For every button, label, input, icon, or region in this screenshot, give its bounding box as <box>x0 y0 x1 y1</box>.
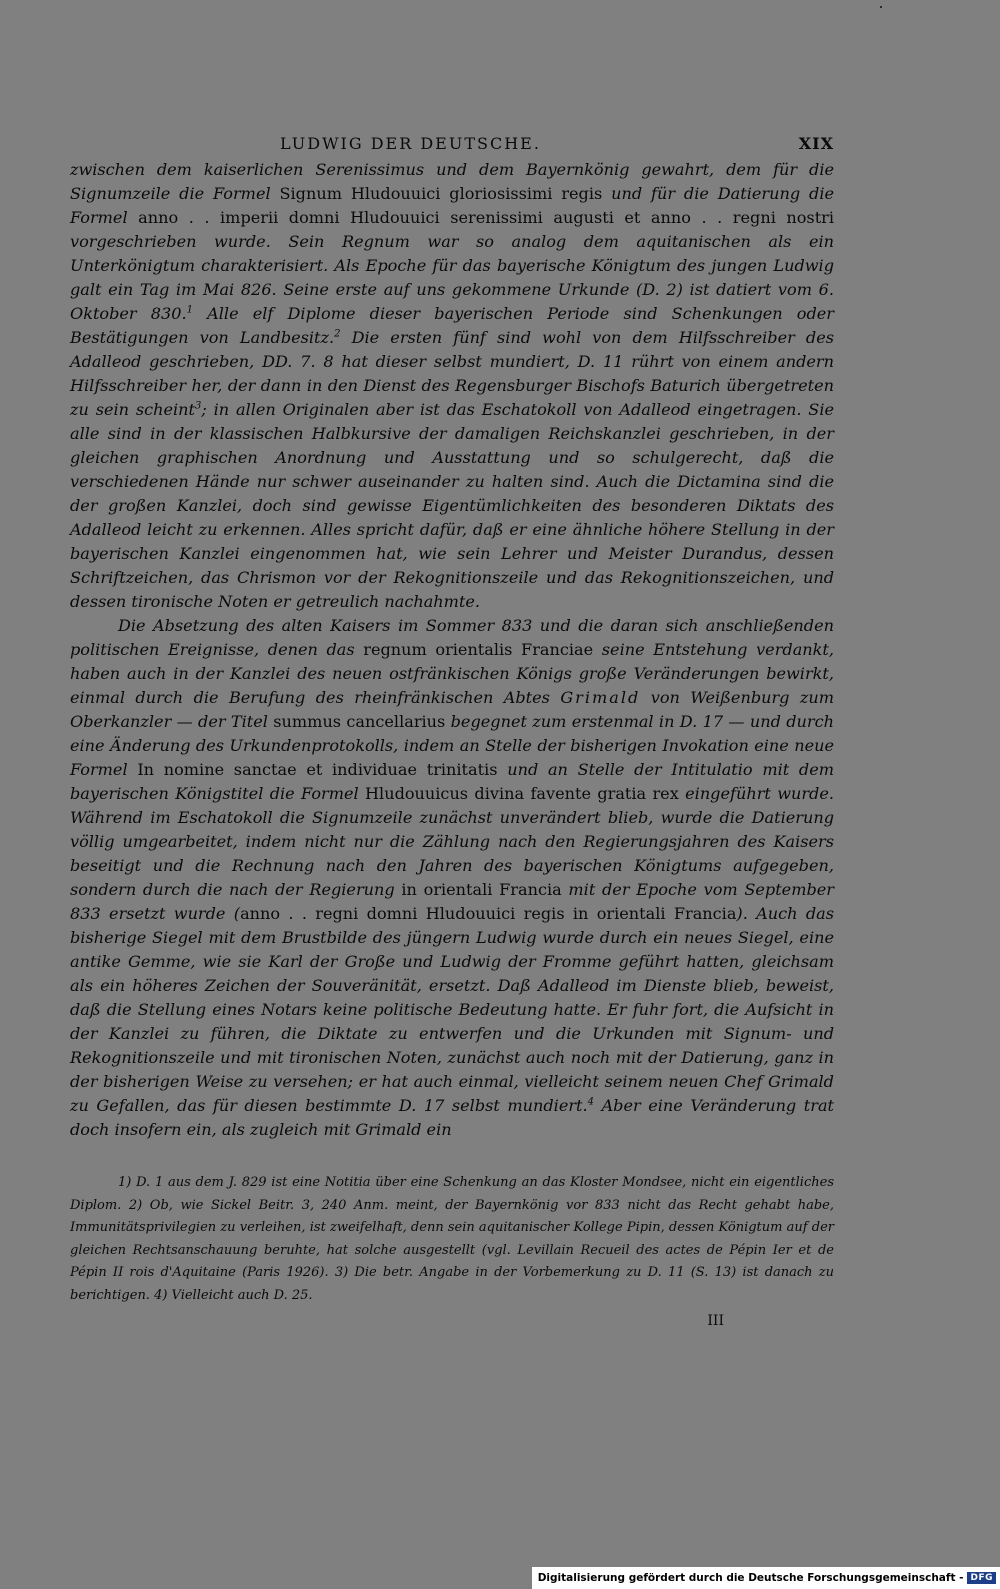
spaced-name: Grimald <box>560 688 641 707</box>
paragraph-text: vorgeschrieben wurde. Sein Regnum war so analog dem aquitanischen als ein Unterkönigtum charakterisiert. Als Epoche für das bayerische Königtum des jungen Ludwig galt ein Tag im Mai 826. Seine erste auf uns gekommene Urkunde (D. 2) ist datiert vom 6. Oktober 830. <box>70 232 834 323</box>
page-header <box>70 128 834 158</box>
paragraph-text: ). Auch das bisherige Siegel mit dem Brustbilde des jüngern Ludwig wurde durch ein neues Siegel, eine antike Gemme, wie sie Karl der Große und Ludwig der Fromme geführt hatten, gleichsam als ein höheres Zeichen der Souveränität, ersetzt. Daß Adalleod im Dienste blieb, beweist, daß die Stellung eines Notars keine politische Bedeutung hatte. Er fuhr fort, die Aufsicht in der Kanzlei zu führen, die Diktate zu entwerfen und die Urkunden mit Signum- und Rekognitionszeile und mit tironischen Noten, zunächst auch noch mit der Datierung, ganz in der bisherigen Weise zu versehen; er hat auch einmal, vielleicht seinem neuen Chef Grimald zu Gefallen, das für diesen bestimmte D. 17 selbst mundiert. <box>70 904 834 1115</box>
latin-formula: In nomine sanctae et individuae trinitatis <box>137 760 498 779</box>
paragraph <box>70 614 834 1142</box>
paragraph-text: ; in allen Originalen aber ist das Eschatokoll von Adalleod eingetragen. Sie alle sind in der klassischen Halbkursive der damaligen Reichskanzlei geschrieben, in der gleichen graphischen Anordnung und Ausstattung und so schulgerecht, daß die verschiedenen Hände nur schwer auseinander zu halten sind. Auch die Dictamina sind die der großen Kanzlei, doch sind gewisse Eigentümlichkeiten des besonderen Diktats des Adalleod leicht zu erkennen. Alles spricht dafür, daß er eine ähnliche höhere Stellung in der bayerischen Kanzlei eingenommen hat, wie sein Lehrer und Meister Durandus, dessen Schriftzeichen, das Chrismon vor der Rekognitionszeile und das Rekognitionszeichen, und dessen tironische Noten er getreulich nachahmte. <box>70 400 834 611</box>
latin-formula: Hludouuicus divina favente gratia rex <box>365 784 679 803</box>
paragraph-text: und an Stelle der Intitulatio mit dem bayerischen Königstitel die Formel <box>70 760 834 803</box>
footnote-marker: 2 <box>334 328 341 340</box>
document-page <box>70 128 834 1329</box>
paragraph <box>70 158 834 614</box>
dfg-logo: DFG <box>967 1572 996 1584</box>
footnote-marker: 4 <box>587 1096 595 1108</box>
paragraph-text: Die Absetzung des alten Kaisers im Sommer 833 und die daran sich anschließenden politischen Ereignisse, denen das <box>70 616 834 659</box>
dfg-banner-text: Digitalisierung gefördert durch die Deutsche Forschungsgemeinschaft - <box>537 1572 964 1584</box>
paragraph-text: zwischen dem kaiserlichen Serenissimus und dem Bayernkönig gewahrt, dem für die Signumzeile die Formel <box>70 160 834 203</box>
latin-formula: regnum orientalis Franciae <box>363 640 594 659</box>
paragraph-text: und für die Datierung die Formel <box>70 184 834 227</box>
latin-formula: Signum Hludouuici gloriosissimi regis <box>279 184 603 203</box>
footnotes <box>70 1172 834 1307</box>
scan-speck <box>880 6 882 8</box>
paragraph-text: begegnet zum erstenmal in D. 17 — und durch eine Änderung des Urkundenprotokolls, indem an Stelle der bisherigen Invokation eine neue Formel <box>70 712 834 779</box>
paragraph-text: eingeführt wurde. Während im Eschatokoll die Signumzeile zunächst unverändert blieb, wurde die Datierung völlig umgearbeitet, indem nicht nur die Zählung nach den Regierungsjahren des Kaisers beseitigt und die Rechnung nach den Jahren des bayerischen Königtums aufgegeben, sondern durch die nach der Regierung <box>70 784 834 899</box>
body-text <box>70 158 834 1142</box>
printer-signature: III <box>707 1313 724 1329</box>
footnote-text: 1) D. 1 aus dem J. 829 ist eine Notitia über eine Schenkung an das Kloster Mondsee, nicht ein eigentliches Diplom. 2) Ob, wie Sickel Beitr. 3, 240 Anm. meint, der Bayernkönig vor 833 nicht das Recht gehabt habe, Immunitätsprivilegien zu verleihen, ist zweifelhaft, denn sein aquitanischer Kollege Pipin, dessen Königtum auf der gleichen Rechtsanschauung beruhte, hat solche ausgestellt (vgl. Levillain Recueil des actes de Pépin Ier et de Pépin II rois d'Aquitaine (Paris 1926). 3) Die betr. Angabe in der Vorbemerkung zu D. 11 (S. 13) ist danach zu berichtigen. 4) Vielleicht auch D. 25. <box>70 1175 834 1303</box>
running-title: LUDWIG DER DEUTSCHE. <box>280 134 541 153</box>
latin-formula: anno . . regni domni Hludouuici regis in orientali Francia <box>240 904 737 923</box>
paragraph-text: seine Entstehung verdankt, haben auch in der Kanzlei des neuen ostfränkischen Königs große Veränderungen bewirkt, einmal durch die Berufung des rheinfränkischen Abtes <box>70 640 834 707</box>
dfg-funding-banner <box>532 1567 1000 1589</box>
latin-formula: summus cancellarius <box>273 712 446 731</box>
paragraph-text: Die ersten fünf sind wohl von dem Hilfsschreiber des Adalleod geschrieben, DD. 7. 8 hat dieser selbst mundiert, D. 11 rührt von einem andern Hilfsschreiber her, der dann in den Dienst des Regensburger Bischofs Baturich übergetreten zu sein scheint <box>70 328 834 419</box>
footnote-marker: 3 <box>194 400 202 412</box>
latin-formula: anno . . imperii domni Hludouuici serenissimi augusti et anno . . regni nostri <box>138 208 835 227</box>
paragraph-text: Aber eine Veränderung trat doch insofern ein, als zugleich mit Grimald ein <box>70 1096 835 1139</box>
paragraph-text: mit der Epoche vom September 833 ersetzt wurde ( <box>70 880 834 923</box>
footnote-marker: 1 <box>186 304 193 316</box>
latin-formula: in orientali Francia <box>401 880 562 899</box>
page-number: XIX <box>798 134 834 153</box>
paragraph-text: Alle elf Diplome dieser bayerischen Periode sind Schenkungen oder Bestätigungen von Landbesitz. <box>70 304 835 347</box>
paragraph-text: von Weißenburg zum Oberkanzler — der Titel <box>70 688 834 731</box>
